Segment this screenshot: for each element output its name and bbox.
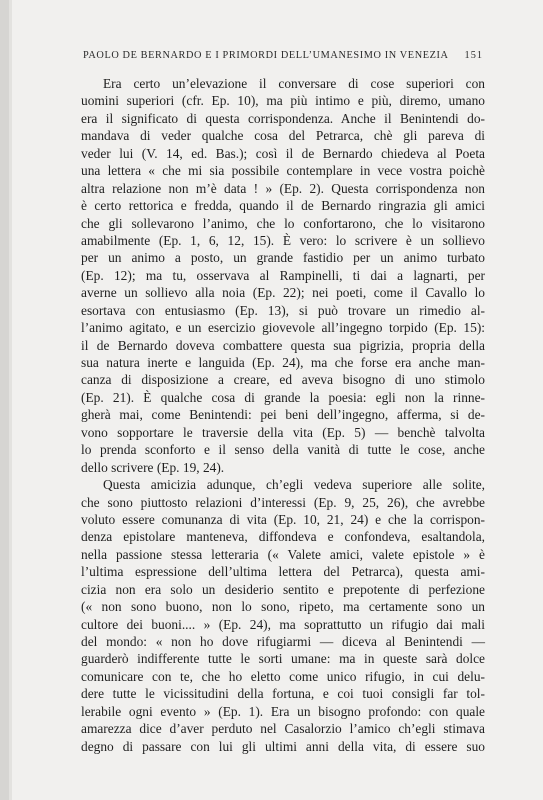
text-line: guarderò indifferente tutte le sorti umane: ma in queste sarà dolce: [81, 651, 485, 667]
text-line: comunicare con te, che ho eletto come unico rifugio, in cui delu-: [81, 668, 485, 684]
text-line: (Ep. 21). È qualche cosa di grande la poesia: egli non la rinne-: [81, 389, 485, 405]
text-line: lerabile ogni evento » (Ep. 1). Era un bisogno profondo: con quale: [81, 703, 485, 719]
text-line: del mondo: « non ho dove rifugiarmi — diceva al Benintendi —: [81, 634, 485, 649]
text-line: gherà mai, come Benintendi: pei beni dell’ingegno, afferma, si de-: [81, 407, 485, 423]
text-line: cultore dei buoni.... » (Ep. 24), ma soprattutto un rifugio dai mali: [81, 616, 485, 632]
text-line: che sono piuttosto relazioni d’interessi (Ep. 9, 25, 26), che avrebbe: [81, 494, 485, 510]
text-line: dere tutte le vicissitudini della fortuna, e coi tuoi consigli far tol-: [81, 686, 485, 702]
page-edge-shadow: [0, 0, 9, 800]
text-line: esortava con entusiasmo (Ep. 13), si può trovare un rimedio al-: [81, 302, 485, 318]
text-line: voluto essere comunanza di vita (Ep. 10, 21, 24) e che la corrispon-: [81, 511, 485, 527]
text-line: che gli sollevarono l’animo, che lo confortarono, che lo visitarono: [81, 215, 485, 231]
text-line: degno di passare con lui gli ultimi anni della vita, di essere suo: [81, 738, 485, 754]
text-line: è certo rettorica e fredda, quando il de Bernardo ringrazia gli amici: [81, 198, 485, 214]
text-line: cizia non era solo un desiderio sentito e prepotente di perfezione: [81, 581, 485, 597]
text-line: altra relazione non m’è data ! » (Ep. 2). Questa corrispondenza non: [81, 180, 485, 196]
text-line: nella passione stessa letteraria (« Valete amici, valete epistole » è: [81, 546, 485, 562]
text-line: (« non sono buono, non lo sono, ripeto, ma certamente sono un: [81, 599, 485, 615]
text-line: l’ultima espressione dell’ultima lettera del Petrarca), questa ami-: [81, 564, 485, 580]
text-line: vono sopportare le traversie della vita (Ep. 5) — benchè talvolta: [81, 424, 485, 440]
text-line: una lettera « che mi sia possibile contemplare in vece vostra poichè: [81, 163, 485, 179]
text-line: mandava di veder qualche cosa del Petrarca, chè gli pareva di: [81, 128, 485, 144]
text-line: averne un sollievo alla noia (Ep. 22); nei poeti, come il Cavallo lo: [81, 285, 485, 301]
text-line: canza di disposizione a creare, ed aveva bisogno di uno stimolo: [81, 372, 485, 388]
text-line: l’animo agitato, e un esercizio giovevole all’ingegno torpido (Ep. 15):: [81, 320, 485, 336]
text-line: dello scrivere (Ep. 19, 24).: [81, 459, 225, 475]
text-line: veder lui (V. 14, ed. Bas.); così il de Bernardo chiedeva al Poeta: [81, 145, 485, 161]
text-line: amarezza dice d’aver perduto nel Casalorzio l’amico ch’egli stimava: [81, 721, 485, 737]
text-line: amabilmente (Ep. 1, 6, 12, 15). È vero: lo scrivere è un sollievo: [81, 232, 485, 248]
text-line: Era certo un’elevazione il conversare di cose superiori con: [103, 76, 485, 91]
text-line: era il significato di questa corrispondenza. Anche il Benintendi do-: [81, 110, 485, 126]
text-line: uomini superiori (cfr. Ep. 10), ma più intimo e più, diremo, umano: [81, 93, 485, 109]
body-text: [81, 75, 485, 755]
text-line: Questa amicizia adunque, ch’egli vedeva superiore alle solite,: [103, 477, 485, 493]
text-line: sua natura inerte e languida (Ep. 24), ma che forse era anche man-: [81, 355, 485, 370]
running-head-title: PAOLO DE BERNARDO E I PRIMORDI DELL’UMANESIMO IN VENEZIA: [83, 50, 449, 61]
text-line: denza epistolare manteneva, diffondeva e confondeva, esaltandola,: [81, 529, 485, 545]
text-line: il de Bernardo doveva combattere questa sua pigrizia, propria della: [81, 337, 485, 353]
page-edge-highlight: [9, 0, 12, 800]
text-line: per un animo a posto, un grande fastidio per un animo turbato: [81, 250, 485, 266]
page-number: 151: [464, 50, 483, 61]
text-line: lo prenda sconforto e il senso della vanità di tutte le cose, anche: [81, 442, 485, 458]
text-line: (Ep. 12); ma tu, osservava al Rampinelli, ti dai a lagnarti, per: [81, 267, 485, 283]
